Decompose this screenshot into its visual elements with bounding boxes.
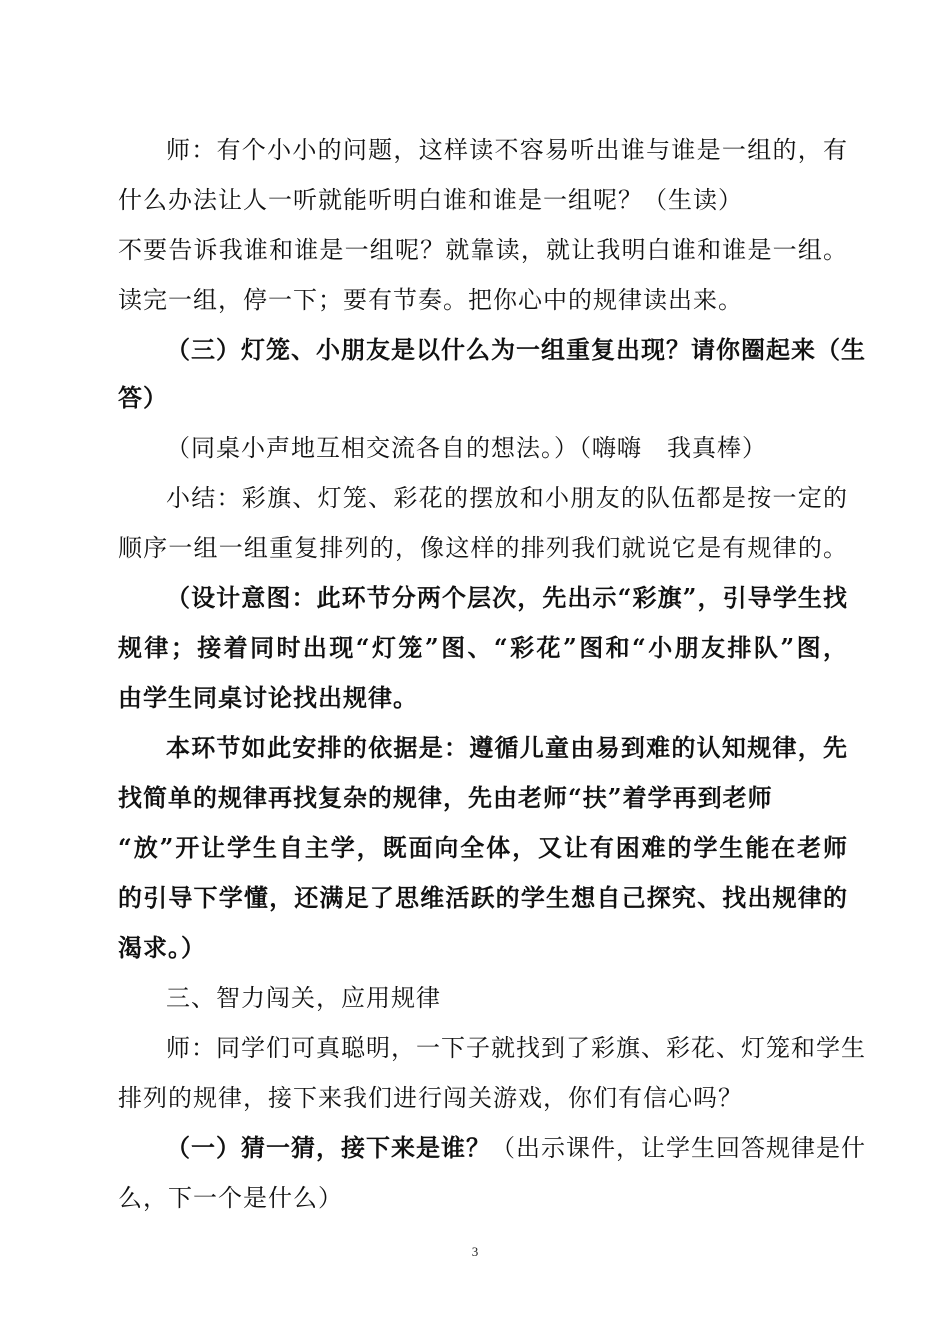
text-line: 师：同学们可真聪明，一下子就找到了彩旗、彩花、灯笼和学生 <box>166 1034 866 1062</box>
text-line: 排列的规律，接下来我们进行闯关游戏，你们有信心吗？ <box>118 1084 743 1112</box>
text-line: 什么办法让人一听就能听明白谁和谁是一组呢？（生读） <box>118 186 743 214</box>
heading-line: 答） <box>118 383 168 412</box>
instruction-text: （出示课件，让学生回答规律是什 <box>491 1134 866 1162</box>
design-intent-line: 由学生同桌讨论找出规律。 <box>118 683 418 712</box>
design-intent-line: 渴求。） <box>118 933 206 962</box>
design-intent-line: “放”开让学生自主学，既面向全体，又让有困难的学生能在老师 <box>118 833 848 862</box>
text-line: 顺序一组一组重复排列的，像这样的排列我们就说它是有规律的。 <box>118 534 848 562</box>
text-line: （同桌小声地互相交流各自的想法。）（嗨嗨 我真棒） <box>166 434 767 462</box>
page-number: 3 <box>471 1244 479 1259</box>
text-line: 师：有个小小的问题，这样读不容易听出谁与谁是一组的，有 <box>166 136 848 164</box>
design-intent-line: 规律；接着同时出现“灯笼”图、“彩花”图和“小朋友排队”图， <box>118 633 848 662</box>
section-heading: 三、智力闯关，应用规律 <box>166 984 441 1012</box>
text-line <box>166 1132 866 1164</box>
text-line: 么，下一个是什么） <box>118 1184 343 1212</box>
design-intent-line: 本环节如此安排的依据是：遵循儿童由易到难的认知规律，先 <box>166 733 848 762</box>
design-intent-line: 找简单的规律再找复杂的规律，先由老师“扶”着学再到老师 <box>118 783 773 812</box>
design-intent-line: 的引导下学懂，还满足了思维活跃的学生想自己探究、找出规律的 <box>118 883 848 912</box>
heading-line: （三）灯笼、小朋友是以什么为一组重复出现？请你圈起来（生 <box>166 335 866 364</box>
text-line: 读完一组，停一下；要有节奏。把你心中的规律读出来。 <box>118 286 743 314</box>
text-line: 不要告诉我谁和谁是一组呢？就靠读，就让我明白谁和谁是一组。 <box>118 236 848 264</box>
subsection-heading: （一）猜一猜，接下来是谁？ <box>166 1133 491 1162</box>
design-intent-line: （设计意图：此环节分两个层次，先出示“彩旗”，引导学生找 <box>166 583 848 612</box>
text-line: 小结：彩旗、灯笼、彩花的摆放和小朋友的队伍都是按一定的 <box>166 484 848 512</box>
